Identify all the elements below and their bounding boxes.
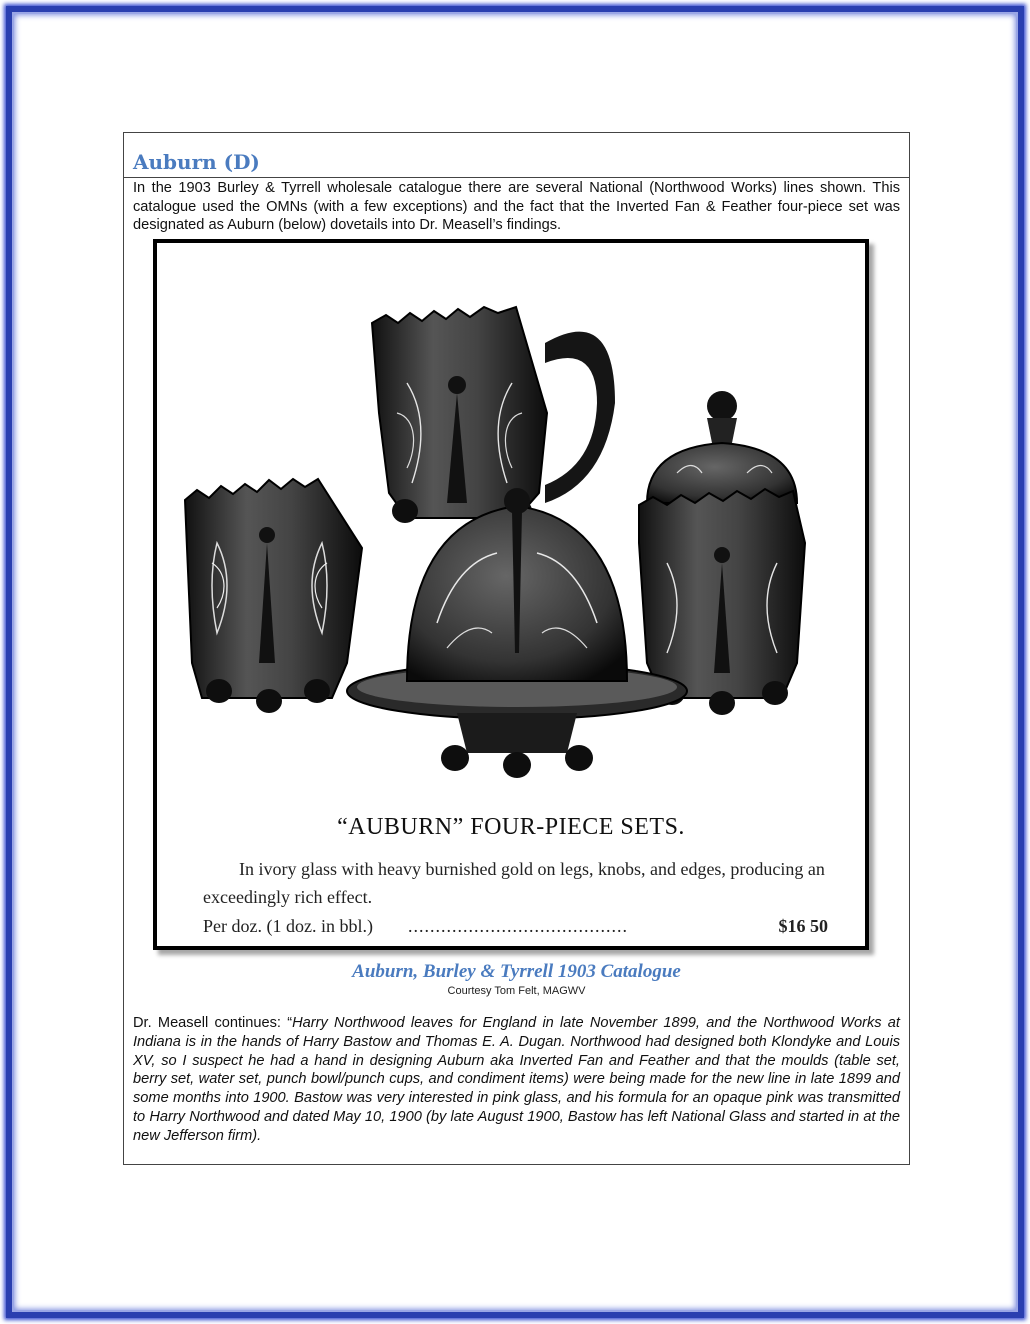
image-credit: Courtesy Tom Felt, MAGWV	[447, 985, 586, 997]
butter-dish	[347, 488, 687, 778]
catalog-image	[153, 239, 869, 950]
price-leader: ........................................	[408, 916, 628, 936]
heading-row	[124, 133, 909, 178]
body-paragraph	[133, 1014, 900, 1146]
intro-paragraph: In the 1903 Burley & Tyrrell wholesale catalogue there are several National (Northwood Works) lines shown. This catalogue used the OMNs (with a few exceptions) and the fact that the Inverted Fan & Feather four-piece set was designated as Auburn (below) dovetails into Dr. Measell’s findings.	[133, 180, 900, 233]
price-value: $16 50	[778, 916, 828, 936]
spooner	[185, 479, 362, 713]
catalog-description: In ivory glass with heavy burnished gold on legs, knobs, and edges, producing an exceedingly rich effect.	[203, 859, 825, 907]
price-label: Per doz. (1 doz. in bbl.)	[203, 916, 373, 936]
sugar-bowl	[639, 391, 805, 715]
cream-pitcher	[372, 307, 615, 523]
body-quote: Harry Northwood leaves for England in late November 1899, and the Northwood Works at Indiana is in the hands of Harry Bastow and Thomas E. A. Dugan. Northwood had designed both Klondyke and Louis XV, so I suspect he had a hand in designing Auburn aka Inverted Fan and Feather and that the moulds (table set, berry set, water set, punch bowl/punch cups, and condiment items) were being made for the new line in late 1899 and some months into 1900. Bastow was very interested in pink glass, and his formula for an opaque pink was transmitted to Harry Northwood and dated May 10, 1900 (by late August 1900, Bastow has left National Glass and started in at the new Jefferson firm).	[133, 1015, 900, 1144]
image-caption: Auburn, Burley & Tyrrell 1903 Catalogue	[352, 961, 681, 982]
catalog-title: “AUBURN” FOUR-PIECE SETS.	[337, 814, 685, 840]
body-intro: Dr. Measell continues: “	[133, 1015, 293, 1031]
catalog-price-row	[203, 916, 828, 940]
section-heading: Auburn (D)	[133, 150, 260, 174]
document-box	[123, 132, 910, 1165]
